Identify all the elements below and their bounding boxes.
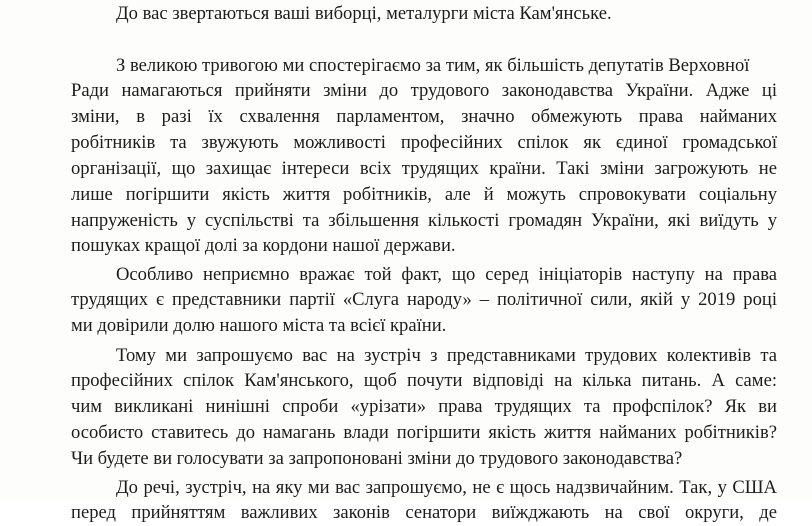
paragraph-2-line-3: ми довірили долю нашого міста та всієї країни.	[71, 315, 447, 336]
paragraph-2-line-1: Особливо неприємно вражає той факт, що серед ініціаторів наступу на права	[116, 264, 777, 285]
paragraph-1-line-7: напруженість у суспільстві та збільшення кількості громадян України, які виїдуть у	[71, 210, 777, 231]
paragraph-1-line-8: пошуках кращої долі за кордони нашої держави.	[71, 235, 456, 256]
paragraph-4-line-2: перед прийняттям важливих законів сенатори виїжджають на свої округи, де	[71, 502, 777, 523]
paragraph-1-line-1: З великою тривогою ми спостерігаємо за тим, як більшість депутатів Верховної	[116, 55, 750, 76]
paragraph-1-line-3: зміни, в разі їх схвалення парламентом, значно обмежують права найманих	[71, 106, 777, 127]
paragraph-3-line-4: особисто ставитесь до намагань влади погіршити якість життя найманих робітників?	[71, 422, 777, 443]
greeting-line: До вас звертаються ваші виборці, металурги міста Кам'янське.	[116, 3, 612, 24]
paragraph-1-line-5: організації, що захищає інтереси всіх трудящих країни. Такі зміни загрожують не	[71, 158, 777, 179]
paragraph-1-line-2: Ради намагаються прийняти зміни до трудового законодавства України. Адже ці	[71, 80, 777, 101]
paragraph-4-line-1: До речі, зустріч, на яку ми вас запрошуємо, не є щось надзвичайним. Так, у США	[116, 477, 777, 498]
paragraph-2-line-2: трудящих є представники партії «Слуга народу» – політичної сили, якій у 2019 році	[71, 289, 777, 310]
paragraph-3-line-3: чим викликані нинішні спроби «урізати» права трудящих та профспілок? Як ви	[71, 396, 777, 417]
paragraph-3-line-2: професійних спілок Кам'янського, щоб почути відповіді на кілька питань. А саме:	[71, 370, 777, 391]
paragraph-1-line-4: робітників та звужують можливості професійних спілок як єдиної громадської	[71, 132, 777, 153]
paragraph-3-line-1: Тому ми запрошуємо вас на зустріч з представниками трудових колективів та	[116, 345, 777, 366]
paragraph-1-line-6: лише погіршити якість життя робітників, але й можуть спровокувати соціальну	[71, 184, 777, 205]
paragraph-3-line-5: Чи будете ви голосувати за запропоновані зміни до трудового законодавства?	[71, 448, 683, 469]
